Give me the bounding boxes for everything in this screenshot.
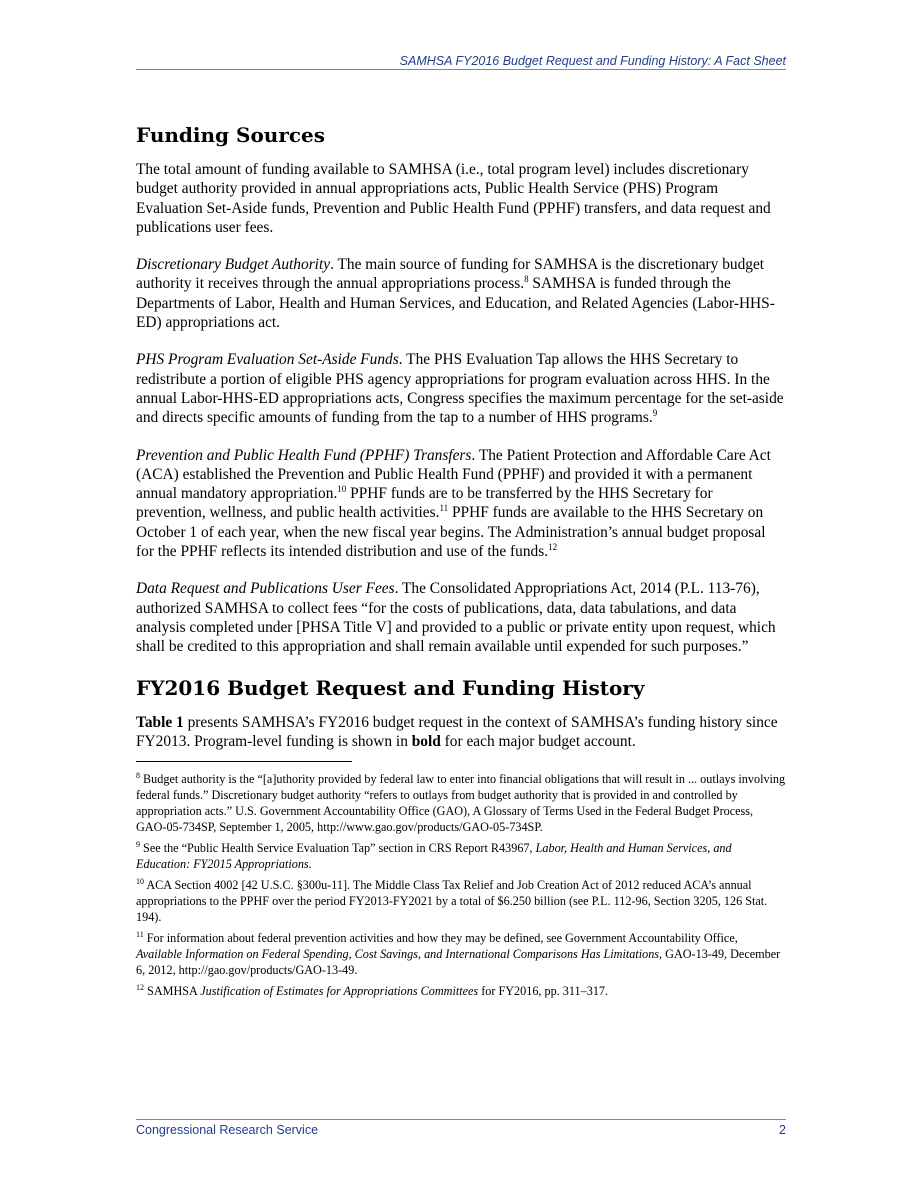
footnote-9: $^9$ See the “Public Health Service Evaluation Tap” section in CRS Report R43967, Labor, Health and Human Services, and Education: FY2015 Appropriations. (136, 840, 732, 872)
footnote-separator (136, 761, 352, 762)
footnote-number: 12 (136, 983, 144, 993)
table-reference[interactable]: Table 1 (136, 713, 184, 731)
footer-rule (136, 1119, 786, 1120)
footnote-8: $^8$ Budget authority is the “[a]uthority provided by federal law to enter into financial obligations that will result in ... outlays involving federal funds.” Discretionary budget authority “refers to outlays from budget authority that is provided in and controlled by appropriation acts.” U.S. Government Accountability Office (GAO), A Glossary of Terms Used in the Federal Budget Process, GAO-05-734SP, September 1, 2005, http://www.gao.gov/products/GAO-05-734SP. (136, 771, 786, 835)
paragraph-discretionary-budget-authority: Discretionary Budget Authority. The main source of funding for SAMHSA is the discretionary budget authority it receives through the annual appropriations process.$^8$ SAMHSA is funded through the Departments of Labor, Health and Human Services, and Education, and Related Agencies (Labor-HHS-ED) appropriations act. (136, 256, 775, 332)
footer-publisher: Congressional Research Service (136, 1123, 319, 1137)
footnote-number: 10 (136, 877, 144, 887)
running-header: SAMHSA FY2016 Budget Request and Funding History: A Fact Sheet (399, 54, 786, 68)
paragraph-pphf-transfers: Prevention and Public Health Fund (PPHF) Transfers. The Patient Protection and Affordable Care Act (ACA) established the Prevention and Public Health Fund (PPHF) and provided it with a permanent annual mandatory appropriation.$^{10}$ PPHF funds are to be transferred by the HHS Secretary for prevention, wellness, and public health activities.$^{11}$ PPHF funds are available to the HHS Secretary on October 1 of each year, when the new fiscal year begins. The Administration’s annual budget proposal for the PPHF reflects its intended distribution and use of the funds.$^{12}$ (136, 446, 771, 561)
section-heading-budget-request: FY2016 Budget Request and Funding History (136, 675, 645, 700)
page-number: 2 (779, 1123, 786, 1137)
footnote-10: $^{10}$ ACA Section 4002 [42 U.S.C. §300u-11]. The Middle Class Tax Relief and Job Creation Act of 2012 reduced ACA’s annual appropriations to the PPHF over the period FY2013-FY2021 by a total of $6.250 billion (see P.L. 112-96, Section 3205, 126 Stat. 194). (136, 877, 768, 925)
footnote-ref[interactable]: 12 (548, 542, 558, 553)
footnote-ref[interactable]: 9 (652, 408, 658, 419)
section-heading-funding-sources: Funding Sources (136, 123, 326, 147)
intro-paragraph: The total amount of funding available to SAMHSA (i.e., total program level) includes discretionary budget authority provided in annual appropriations acts, Public Health Service (PHS) Program Evaluation Set-Aside funds, Prevention and Public Health Fund (PPHF) transfers, and data request and publications user fees. (136, 161, 771, 236)
footnote-ref[interactable]: 11 (439, 503, 449, 514)
paragraph-title: Prevention and Public Health Fund (PPHF) Transfers (136, 446, 472, 464)
footnote-number: 8 (136, 771, 140, 781)
paragraph-user-fees: Data Request and Publications User Fees. The Consolidated Appropriations Act, 2014 (P.L. 113-76), authorized SAMHSA to collect fees “for the costs of publications, data, data tabulations, and data analysis completed under [PHSA Title V] and provided to a public or private entity upon request, which shall be credited to this appropriation and shall remain available until expended for such purposes.” (136, 580, 776, 656)
paragraph-title: Discretionary Budget Authority (136, 256, 331, 274)
footnote-ref[interactable]: 8 (524, 274, 529, 285)
paragraph-title: PHS Program Evaluation Set-Aside Funds (136, 351, 399, 369)
header-rule (136, 69, 786, 70)
paragraph-table-intro: Table 1 presents SAMHSA’s FY2016 budget request in the context of SAMHSA’s funding history since FY2013. Program-level funding is shown in bold for each major budget account. (136, 713, 778, 750)
footnote-ref[interactable]: 10 (337, 484, 347, 495)
page-content (136, 122, 786, 1004)
paragraph-title: Data Request and Publications User Fees (136, 580, 395, 598)
footnote-number: 11 (136, 930, 144, 940)
footnote-number: 9 (136, 840, 140, 850)
footnote-12: $^{12}$ SAMHSA Justification of Estimates for Appropriations Committees for FY2016, pp. 311–317. (136, 983, 609, 999)
footnote-11: $^{11}$ For information about federal prevention activities and how they may be defined, see Government Accountability Office, Available Information on Federal Spending, Cost Savings, and International Comparisons Has Limitations, GAO-13-49, December 6, 2012, http://gao.gov/products/GAO-13-49. (136, 930, 781, 978)
paragraph-phs-set-aside: PHS Program Evaluation Set-Aside Funds. The PHS Evaluation Tap allows the HHS Secretary to redistribute a portion of eligible PHS agency appropriations for program evaluation across HHS. In the annual Labor-HHS-ED appropriations acts, Congress specifies the maximum percentage for the set-aside and directs specific amounts of funding from the tap to a number of HHS programs.$^9$ (136, 351, 784, 427)
